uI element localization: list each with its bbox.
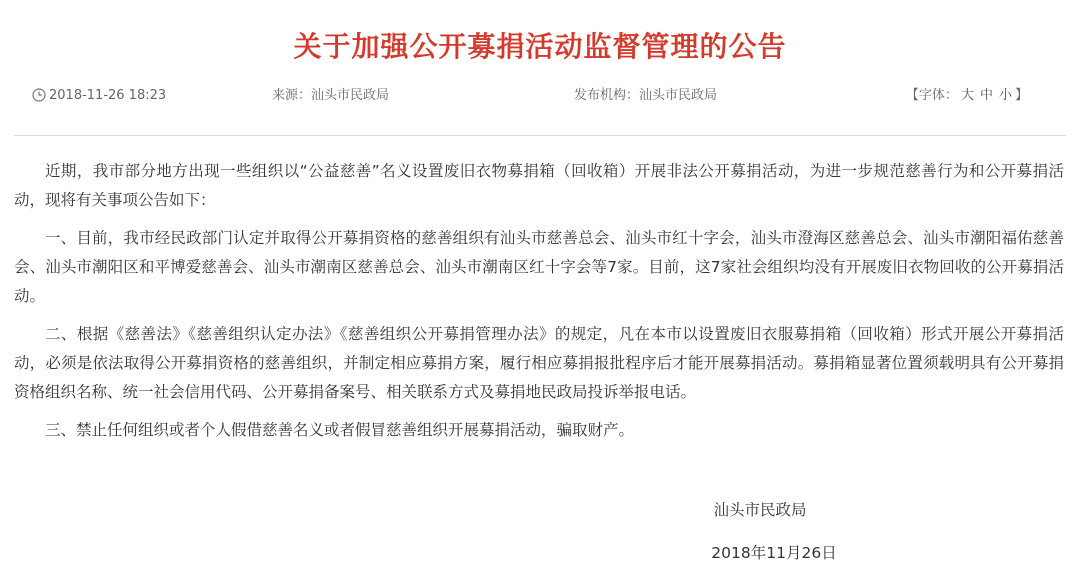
article-title: 关于加强公开募捐活动监督管理的公告 <box>293 29 787 63</box>
paragraph-item-1: 一、目前，我市经民政部门认定并取得公开募捐资格的慈善组织有汕头市慈善总会、汕头市红十字会，汕头市澄海区慈善总会、汕头市潮阳福佑慈善会、汕头市潮阳区和平博爱慈善会、汕头市潮南区慈善总会、汕头市潮南区红十字会等7家。目前，这7家社会组织均没有开展废旧衣物回收的公开募捐活动。 <box>14 229 1064 305</box>
publisher-label: 发布机构：汕头市民政局 <box>574 88 718 103</box>
header-divider <box>14 135 1066 136</box>
font-size-prefix: 【字体： <box>905 88 958 103</box>
paragraph-intro: 近期，我市部分地方出现一些组织以“公益慈善”名义设置废旧衣物募捐箱（回收箱）开展非法公开募捐活动，为进一步规范慈善行为和公开募捐活动，现将有关事项公告如下： <box>14 162 1064 209</box>
clock-icon <box>32 88 46 102</box>
font-size-medium[interactable]: 中 <box>979 88 993 103</box>
font-size-small[interactable]: 小 <box>998 88 1012 103</box>
font-size-suffix: 】 <box>1014 88 1028 103</box>
paragraph-item-3: 三、禁止任何组织或者个人假借慈善名义或者假冒慈善组织开展募捐活动，骗取财产。 <box>45 421 635 439</box>
source-label: 来源：汕头市民政局 <box>272 88 390 103</box>
publish-date-text: 2018-11-26 18:23 <box>49 88 167 103</box>
meta-bar <box>14 82 1066 110</box>
publish-date <box>32 86 166 106</box>
article-body <box>14 157 1064 454</box>
font-size-control <box>906 86 1028 106</box>
signature-organization: 汕头市民政局 <box>713 501 807 519</box>
font-size-large[interactable]: 大 <box>960 88 974 103</box>
signature-date: 2018年11月26日 <box>711 544 837 562</box>
paragraph-item-2: 二、根据《慈善法》《慈善组织认定办法》《慈善组织公开募捐管理办法》的规定，凡在本市以设置废旧衣服募捐箱（回收箱）形式开展公开募捐活动，必须是依法取得公开募捐资格的慈善组织，并制定相应募捐方案，履行相应募捐报批程序后才能开展募捐活动。募捐箱显著位置须载明具有公开募捐资格组织名称、统一社会信用代码、公开募捐备案号、相关联系方式及募捐地民政局投诉举报电话。 <box>14 325 1064 401</box>
